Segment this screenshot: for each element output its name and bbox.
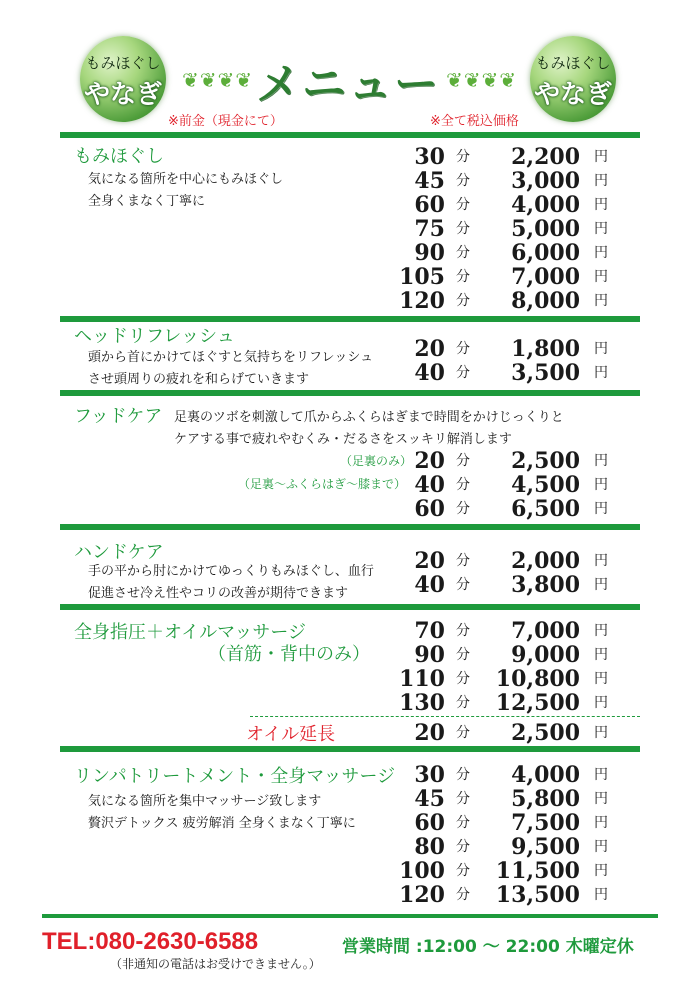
- minute-unit: 分: [456, 577, 470, 593]
- logo-badge-left: [80, 36, 166, 122]
- minute-unit: 分: [456, 197, 470, 213]
- prepayment-note: ※前金（現金にて）: [168, 114, 283, 129]
- price-row: [380, 762, 620, 786]
- yen-unit: 円: [594, 887, 608, 903]
- price-row: [380, 690, 620, 714]
- price-row: [380, 336, 620, 360]
- price-row: [380, 472, 620, 496]
- minute-unit: 分: [456, 341, 470, 357]
- yen-unit: 円: [594, 477, 608, 493]
- minute-unit: 分: [456, 695, 470, 711]
- section-divider: [60, 746, 640, 752]
- section-divider: [60, 524, 640, 530]
- section-title: フッドケア: [74, 406, 163, 427]
- price: 3,000: [511, 168, 580, 194]
- duration: 90: [414, 240, 445, 266]
- section-title: ヘッドリフレッシュ: [74, 326, 235, 347]
- minute-unit: 分: [456, 173, 470, 189]
- price: 4,000: [511, 192, 580, 218]
- price: 2,500: [511, 720, 580, 746]
- duration: 40: [414, 572, 445, 598]
- price: 9,500: [511, 834, 580, 860]
- section-desc: ケアする事で疲れやむくみ・だるさをスッキリ解消します: [174, 432, 512, 447]
- section-title: ハンドケア: [74, 542, 164, 563]
- duration: 100: [399, 858, 445, 884]
- price-row: [380, 216, 620, 240]
- minute-unit: 分: [456, 791, 470, 807]
- price-row: [380, 548, 620, 572]
- duration: 40: [414, 472, 445, 498]
- badge-big-text: やなぎ: [83, 80, 162, 110]
- price: 3,800: [511, 572, 580, 598]
- section-desc: 気になる箇所を中心にもみほぐし: [88, 172, 284, 187]
- price-row: [380, 642, 620, 666]
- oil-extension-label: オイル延長: [246, 724, 336, 745]
- minute-unit: 分: [456, 149, 470, 165]
- page-title: メニュー: [256, 59, 440, 110]
- minute-unit: 分: [456, 623, 470, 639]
- duration: 30: [414, 144, 445, 170]
- duration: 45: [414, 786, 445, 812]
- leaf-decoration-left: ❦❦❦❦: [182, 68, 254, 92]
- price: 11,500: [495, 858, 580, 884]
- section-desc: 手の平から肘にかけてゆっくりもみほぐし、血行: [88, 564, 374, 579]
- duration: 80: [414, 834, 445, 860]
- yen-unit: 円: [594, 647, 608, 663]
- price: 10,800: [495, 666, 580, 692]
- duration: 45: [414, 168, 445, 194]
- price: 4,500: [511, 472, 580, 498]
- yen-unit: 円: [594, 197, 608, 213]
- dashed-divider: [250, 716, 640, 717]
- price-row: [380, 168, 620, 192]
- price-row: [380, 496, 620, 520]
- option-note: （足裏のみ）: [340, 454, 413, 468]
- price: 7,000: [511, 618, 580, 644]
- yen-unit: 円: [594, 553, 608, 569]
- price: 4,000: [511, 762, 580, 788]
- duration: 105: [399, 264, 445, 290]
- duration: 60: [414, 496, 445, 522]
- price: 8,000: [511, 288, 580, 314]
- badge-small-text: もみほぐし: [535, 54, 611, 72]
- price: 7,500: [511, 810, 580, 836]
- duration: 120: [399, 882, 445, 908]
- minute-unit: 分: [456, 647, 470, 663]
- minute-unit: 分: [456, 365, 470, 381]
- section-desc: 贅沢デトックス 疲労解消 全身くまなく丁寧に: [88, 816, 356, 831]
- price-row: [380, 448, 620, 472]
- yen-unit: 円: [594, 365, 608, 381]
- yen-unit: 円: [594, 577, 608, 593]
- price: 5,000: [511, 216, 580, 242]
- price-row: [380, 720, 620, 744]
- minute-unit: 分: [456, 453, 470, 469]
- badge-small-text: もみほぐし: [85, 54, 161, 72]
- price-row: [380, 360, 620, 384]
- duration: 75: [414, 216, 445, 242]
- yen-unit: 円: [594, 173, 608, 189]
- price-row: [380, 666, 620, 690]
- price-row: [380, 144, 620, 168]
- minute-unit: 分: [456, 887, 470, 903]
- yen-unit: 円: [594, 863, 608, 879]
- minute-unit: 分: [456, 767, 470, 783]
- price-row: [380, 858, 620, 882]
- minute-unit: 分: [456, 553, 470, 569]
- duration: 20: [414, 548, 445, 574]
- duration: 20: [414, 720, 445, 746]
- price: 2,200: [511, 144, 580, 170]
- price-row: [380, 288, 620, 312]
- duration: 90: [414, 642, 445, 668]
- duration: 70: [414, 618, 445, 644]
- section-desc: させ頭周りの疲れを和らげていきます: [88, 372, 310, 387]
- price-row: [380, 882, 620, 906]
- minute-unit: 分: [456, 815, 470, 831]
- price: 7,000: [511, 264, 580, 290]
- minute-unit: 分: [456, 863, 470, 879]
- duration: 20: [414, 448, 445, 474]
- section-desc: 気になる箇所を集中マッサージ致します: [88, 794, 322, 809]
- price-row: [380, 834, 620, 858]
- section-subtitle: （首筋・背中のみ）: [208, 644, 370, 665]
- section-title: リンパトリートメント・全身マッサージ: [74, 766, 396, 787]
- price-row: [380, 618, 620, 642]
- price-row: [380, 240, 620, 264]
- yen-unit: 円: [594, 501, 608, 517]
- price-row: [380, 572, 620, 596]
- price: 2,000: [511, 548, 580, 574]
- duration: 30: [414, 762, 445, 788]
- minute-unit: 分: [456, 501, 470, 517]
- tax-included-note: ※全て税込価格: [430, 114, 519, 129]
- yen-unit: 円: [594, 767, 608, 783]
- badge-big-text: やなぎ: [533, 80, 612, 110]
- business-hours: 営業時間 :12:00 ～ 22:00 木曜定休: [342, 937, 634, 957]
- yen-unit: 円: [594, 791, 608, 807]
- section-title: もみほぐし: [74, 146, 164, 167]
- minute-unit: 分: [456, 293, 470, 309]
- yen-unit: 円: [594, 221, 608, 237]
- yen-unit: 円: [594, 341, 608, 357]
- section-divider: [60, 390, 640, 396]
- section-desc: 足裏のツボを刺激して爪からふくらはぎまで時間をかけじっくりと: [174, 410, 564, 425]
- minute-unit: 分: [456, 269, 470, 285]
- footer-divider: [42, 914, 658, 918]
- yen-unit: 円: [594, 725, 608, 741]
- price: 5,800: [511, 786, 580, 812]
- option-note: （足裏～ふくらはぎ～膝まで）: [238, 477, 407, 491]
- duration: 110: [399, 666, 445, 692]
- yen-unit: 円: [594, 695, 608, 711]
- yen-unit: 円: [594, 245, 608, 261]
- yen-unit: 円: [594, 623, 608, 639]
- price: 1,800: [511, 336, 580, 362]
- yen-unit: 円: [594, 671, 608, 687]
- price-row: [380, 264, 620, 288]
- yen-unit: 円: [594, 839, 608, 855]
- duration: 60: [414, 810, 445, 836]
- section-desc: 促進させ冷え性やコリの改善が期待できます: [88, 586, 349, 601]
- duration: 130: [399, 690, 445, 716]
- section-divider: [60, 132, 640, 138]
- minute-unit: 分: [456, 839, 470, 855]
- price-row: [380, 192, 620, 216]
- yen-unit: 円: [594, 815, 608, 831]
- minute-unit: 分: [456, 671, 470, 687]
- price: 12,500: [495, 690, 580, 716]
- price-row: [380, 786, 620, 810]
- yen-unit: 円: [594, 149, 608, 165]
- section-divider: [60, 604, 640, 610]
- yen-unit: 円: [594, 269, 608, 285]
- minute-unit: 分: [456, 477, 470, 493]
- phone-note: （非通知の電話はお受けできません。）: [110, 957, 321, 971]
- duration: 60: [414, 192, 445, 218]
- yen-unit: 円: [594, 293, 608, 309]
- price: 9,000: [511, 642, 580, 668]
- yen-unit: 円: [594, 453, 608, 469]
- minute-unit: 分: [456, 245, 470, 261]
- minute-unit: 分: [456, 221, 470, 237]
- leaf-decoration-right: ❦❦❦❦: [446, 68, 518, 92]
- phone-number[interactable]: TEL:080-2630-6588: [42, 928, 259, 955]
- price: 2,500: [511, 448, 580, 474]
- price: 6,500: [511, 496, 580, 522]
- duration: 40: [414, 360, 445, 386]
- duration: 20: [414, 336, 445, 362]
- section-title: 全身指圧＋オイルマッサージ: [74, 622, 307, 643]
- price: 6,000: [511, 240, 580, 266]
- minute-unit: 分: [456, 725, 470, 741]
- price: 13,500: [495, 882, 580, 908]
- duration: 120: [399, 288, 445, 314]
- section-desc: 全身くまなく丁寧に: [88, 194, 206, 209]
- section-desc: 頭から首にかけてほぐすと気持ちをリフレッシュ: [88, 350, 374, 365]
- price-row: [380, 810, 620, 834]
- price: 3,500: [511, 360, 580, 386]
- logo-badge-right: [530, 36, 616, 122]
